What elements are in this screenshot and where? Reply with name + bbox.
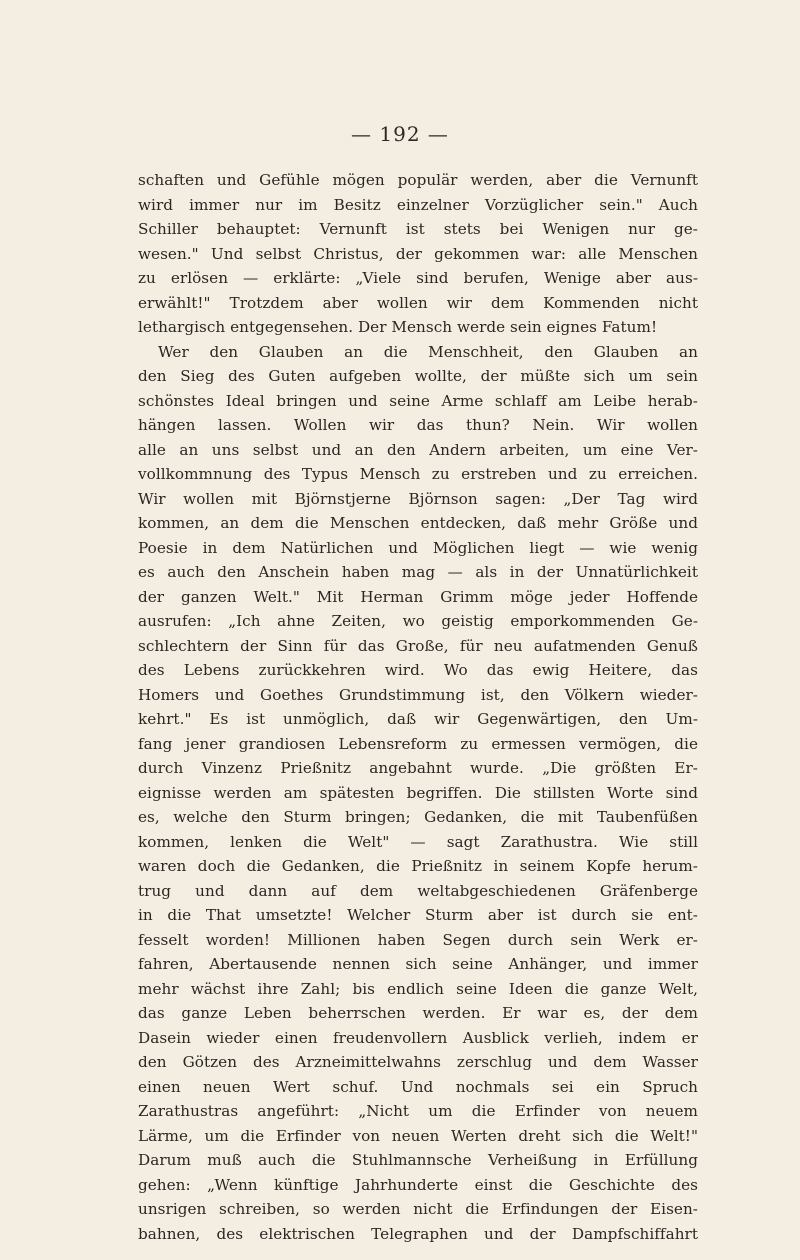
text-line: fesselt worden! Millionen haben Segen durch sein Werk er-: [138, 930, 698, 949]
text-line: Schiller behauptet: Vernunft ist stets bei Wenigen nur ge-: [138, 220, 698, 238]
text-line: zu erlösen — erklärte: „Viele sind berufen, Wenige aber aus-: [138, 269, 698, 287]
text-line: Poesie in dem Natürlichen und Möglichen liegt — wie wenig: [138, 538, 698, 557]
text-line: Homers und Goethes Grundstimmung ist, den Völkern wieder-: [138, 685, 698, 704]
text-line: schaften und Gefühle mögen populär werden, aber die Vernunft: [138, 171, 698, 189]
text-line: Lärme, um die Erfinder von neuen Werten dreht sich die Welt!": [138, 1126, 698, 1145]
text-line: eignisse werden am spätesten begriffen. Die stillsten Worte sind: [138, 783, 698, 802]
text-line: waren doch die Gedanken, die Prießnitz in seinem Kopfe herum-: [138, 857, 698, 875]
text-line: unsrigen schreiben, so werden nicht die Erfindungen der Eisen-: [138, 1200, 698, 1218]
text-line: wesen." Und selbst Christus, der gekommen war: alle Menschen: [138, 244, 698, 263]
text-line: einen neuen Wert schuf. Und nochmals sei ein Spruch: [138, 1077, 698, 1096]
text-line: Wir wollen mit Björnstjerne Björnson sagen: „Der Tag wird: [138, 489, 698, 508]
text-line: mehr wächst ihre Zahl; bis endlich seine Ideen die ganze Welt,: [138, 979, 698, 998]
text-line: Zarathustras angeführt: „Nicht um die Erfinder von neuem: [138, 1102, 698, 1120]
text-line: schlechtern der Sinn für das Große, für neu aufatmenden Genuß: [138, 636, 698, 655]
text-line: alle an uns selbst und an den Andern arbeiten, um eine Ver-: [138, 440, 698, 459]
text-line: kommen, an dem die Menschen entdecken, daß mehr Größe und: [138, 514, 698, 532]
text-line: schönstes Ideal bringen und seine Arme schlaff am Leibe herab-: [138, 391, 698, 410]
page-number: — 192 —: [351, 122, 449, 146]
text-line: erwählt!" Trotzdem aber wollen wir dem Kommenden nicht: [138, 293, 698, 312]
text-line: vollkommnung des Typus Mensch zu erstreben und zu erreichen.: [138, 465, 698, 483]
text-line: es, welche den Sturm bringen; Gedanken, die mit Taubenfüßen: [138, 808, 698, 826]
text-line: durch Vinzenz Prießnitz angebahnt wurde. „Die größten Er-: [138, 759, 698, 777]
text-line: des Lebens zurückkehren wird. Wo das ewig Heitere, das: [138, 661, 698, 679]
text-line: fang jener grandiosen Lebensreform zu ermessen vermögen, die: [138, 734, 698, 753]
text-line: den Sieg des Guten aufgeben wollte, der müßte sich um sein: [138, 367, 698, 385]
text-line: wird immer nur im Besitz einzelner Vorzüglicher sein." Auch: [138, 195, 698, 214]
text-line: in die That umsetzte! Welcher Sturm aber ist durch sie ent-: [138, 906, 698, 924]
text-line: Dasein wieder einen freudenvollern Ausblick verlieh, indem er: [138, 1028, 698, 1047]
text-line: ausrufen: „Ich ahne Zeiten, wo geistig emporkommenden Ge-: [138, 612, 698, 630]
text-line: Wer den Glauben an die Menschheit, den Glauben an: [158, 342, 698, 361]
text-line: den Götzen des Arzneimittelwahns zerschlug und dem Wasser: [138, 1053, 698, 1071]
text-line: gehen: „Wenn künftige Jahrhunderte einst die Geschichte des: [138, 1175, 698, 1194]
text-line: es auch den Anschein haben mag — als in der Unnatürlichkeit: [138, 563, 698, 581]
text-line: Darum muß auch die Stuhlmannsche Verheißung in Erfüllung: [138, 1151, 698, 1169]
text-line: das ganze Leben beherrschen werden. Er war es, der dem: [138, 1004, 698, 1022]
text-line: bahnen, des elektrischen Telegraphen und der Dampfschiffahrt: [138, 1224, 698, 1243]
text-line: trug und dann auf dem weltabgeschiedenen Gräfenberge: [138, 881, 698, 900]
text-line: hängen lassen. Wollen wir das thun? Nein. Wir wollen: [138, 416, 698, 434]
text-line: lethargisch entgegensehen. Der Mensch werde sein eignes Fatum!: [138, 318, 658, 336]
text-line: fahren, Abertausende nennen sich seine Anhänger, und immer: [138, 955, 698, 973]
text-line: kommen, lenken die Welt" — sagt Zarathustra. Wie still: [138, 832, 698, 851]
text-line: der ganzen Welt." Mit Herman Grimm möge jeder Hoffende: [138, 587, 698, 606]
text-line: kehrt." Es ist unmöglich, daß wir Gegenwärtigen, den Um-: [138, 710, 698, 728]
body-text: [138, 168, 698, 1246]
